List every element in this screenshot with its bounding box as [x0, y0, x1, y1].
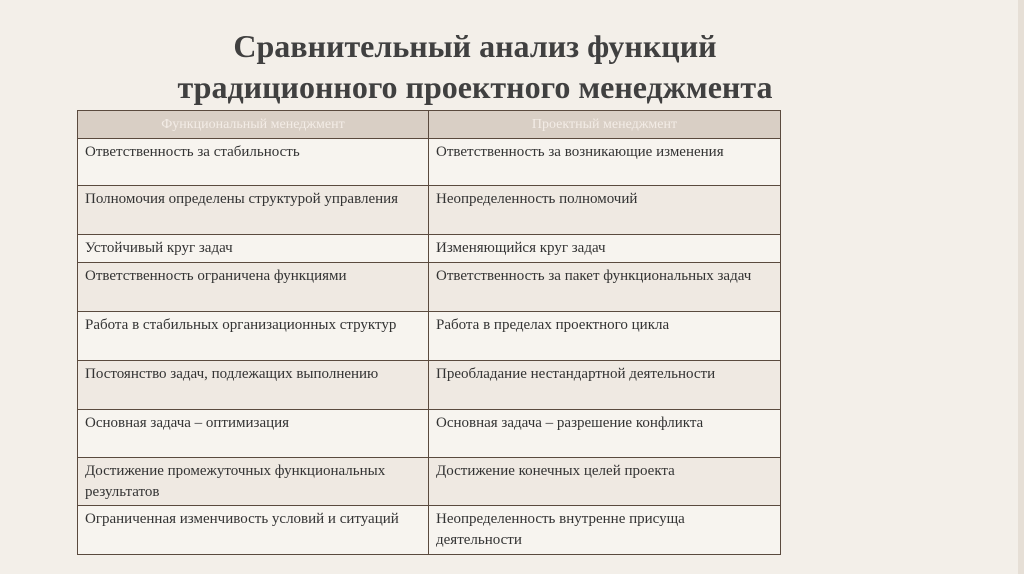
slide-title — [60, 26, 890, 108]
header-functional-management: Функциональный менеджмент — [78, 111, 429, 139]
functional-cell: Постоянство задач, подлежащих выполнению — [78, 361, 429, 410]
project-cell: Изменяющийся круг задач — [429, 235, 781, 263]
table-row — [78, 458, 781, 506]
project-cell: Преобладание нестандартной деятельности — [429, 361, 781, 410]
project-cell: Ответственность за возникающие изменения — [429, 139, 781, 186]
project-cell: Достижение конечных целей проекта — [429, 458, 781, 506]
comparison-table — [77, 110, 781, 555]
table-row — [78, 139, 781, 186]
table-row — [78, 312, 781, 361]
project-cell: Неопределенность полномочий — [429, 186, 781, 235]
functional-cell: Полномочия определены структурой управления — [78, 186, 429, 235]
functional-cell: Достижение промежуточных функциональных результатов — [78, 458, 429, 506]
table-row — [78, 506, 781, 555]
project-cell: Работа в пределах проектного цикла — [429, 312, 781, 361]
functional-cell: Устойчивый круг задач — [78, 235, 429, 263]
functional-cell: Работа в стабильных организационных структур — [78, 312, 429, 361]
table-row — [78, 186, 781, 235]
table-row — [78, 361, 781, 410]
project-cell: Ответственность за пакет функциональных задач — [429, 263, 781, 312]
functional-cell: Ограниченная изменчивость условий и ситуаций — [78, 506, 429, 555]
table-row — [78, 263, 781, 312]
table-header-row — [78, 111, 781, 139]
functional-cell: Ответственность ограничена функциями — [78, 263, 429, 312]
title-line-2: традиционного проектного менеджмента — [177, 69, 773, 105]
header-project-management: Проектный менеджмент — [429, 111, 781, 139]
slide-edge-strip — [1018, 0, 1024, 574]
table-row — [78, 410, 781, 458]
table-row — [78, 235, 781, 263]
functional-cell: Ответственность за стабильность — [78, 139, 429, 186]
title-line-1: Сравнительный анализ функций — [233, 28, 717, 64]
project-cell: Основная задача – разрешение конфликта — [429, 410, 781, 458]
functional-cell: Основная задача – оптимизация — [78, 410, 429, 458]
project-cell: Неопределенность внутренне присуща деятельности — [429, 506, 781, 555]
